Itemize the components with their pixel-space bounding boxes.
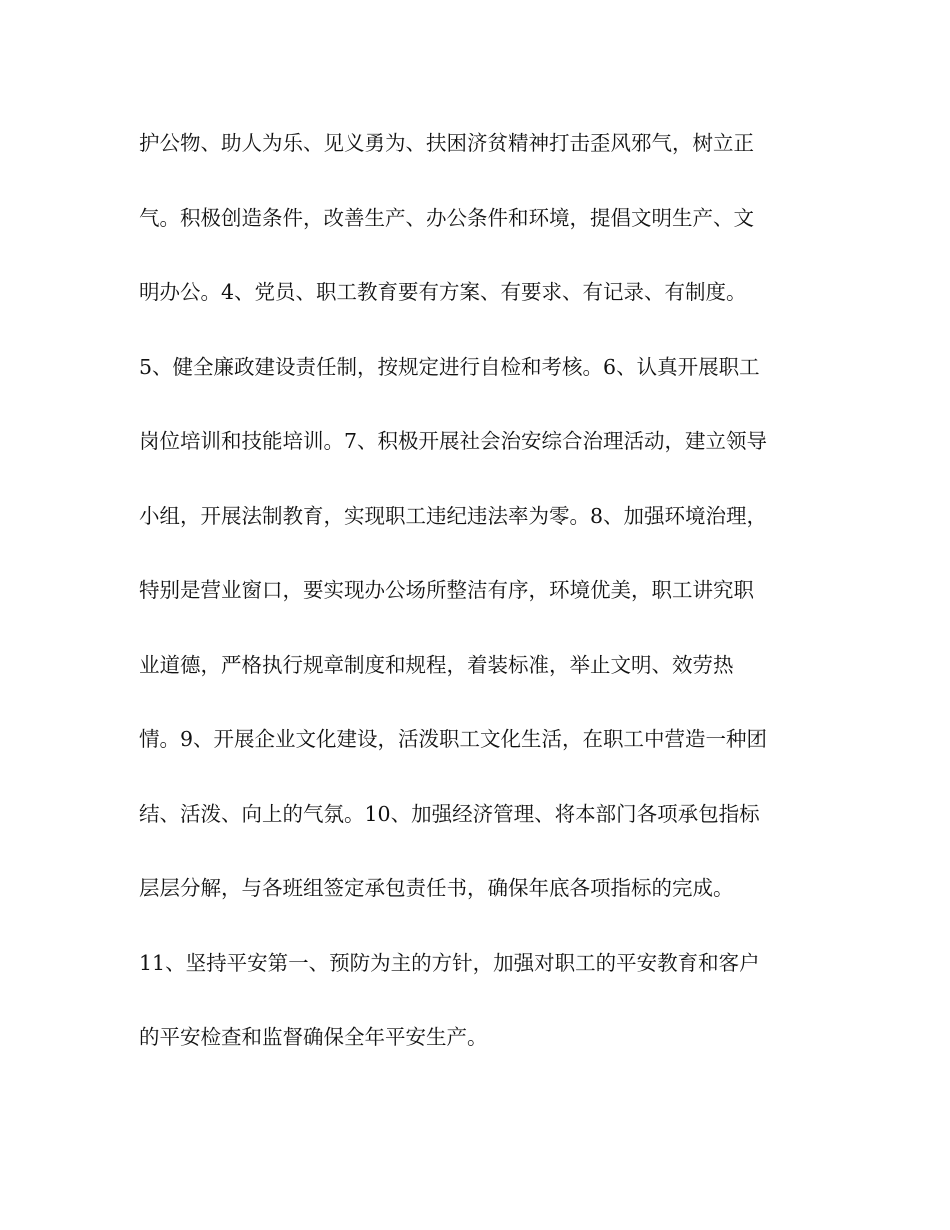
text-line: 层层分解，与各班组签定承包责任书，确保年底各项指标的完成。 [139,876,734,900]
body-text [139,121,819,1090]
text-line: 5、健全廉政建设责任制，按规定进行自检和考核。6、认真开展职工 [139,354,760,379]
text-line: 的平安检查和监督确保全年平安生产。 [139,1025,488,1049]
text-line: 业道德，严格执行规章制度和规程，着装标准，举止文明、效劳热 [139,652,734,677]
text-line: 特别是营业窗口，要实现办公场所整洁有序，环境优美，职工讲究职 [139,578,754,602]
text-line: 结、活泼、向上的气氛。10、加强经济管理、将本部门各项承包指标 [139,801,760,826]
text-line: 护公物、助人为乐、见义勇为、扶困济贫精神打击歪风邪气，树立正 [139,131,754,155]
text-line: 气。积极创造条件，改善生产、办公条件和环境，提倡文明生产、文 [139,205,754,230]
text-line: 明办公。4、党员、职工教育要有方案、有要求、有记录、有制度。 [139,280,747,304]
text-line: 情。9、开展企业文化建设，活泼职工文化生活，在职工中营造一种团 [139,727,768,751]
text-line: 11、坚持平安第一、预防为主的方针，加强对职工的平安教育和客户 [139,950,760,975]
text-line: 岗位培训和技能培训。7、积极开展社会治安综合治理活动，建立领导 [139,429,768,453]
text-line: 小组，开展法制教育，实现职工违纪违法率为零。8、加强环境治理， [139,503,768,528]
